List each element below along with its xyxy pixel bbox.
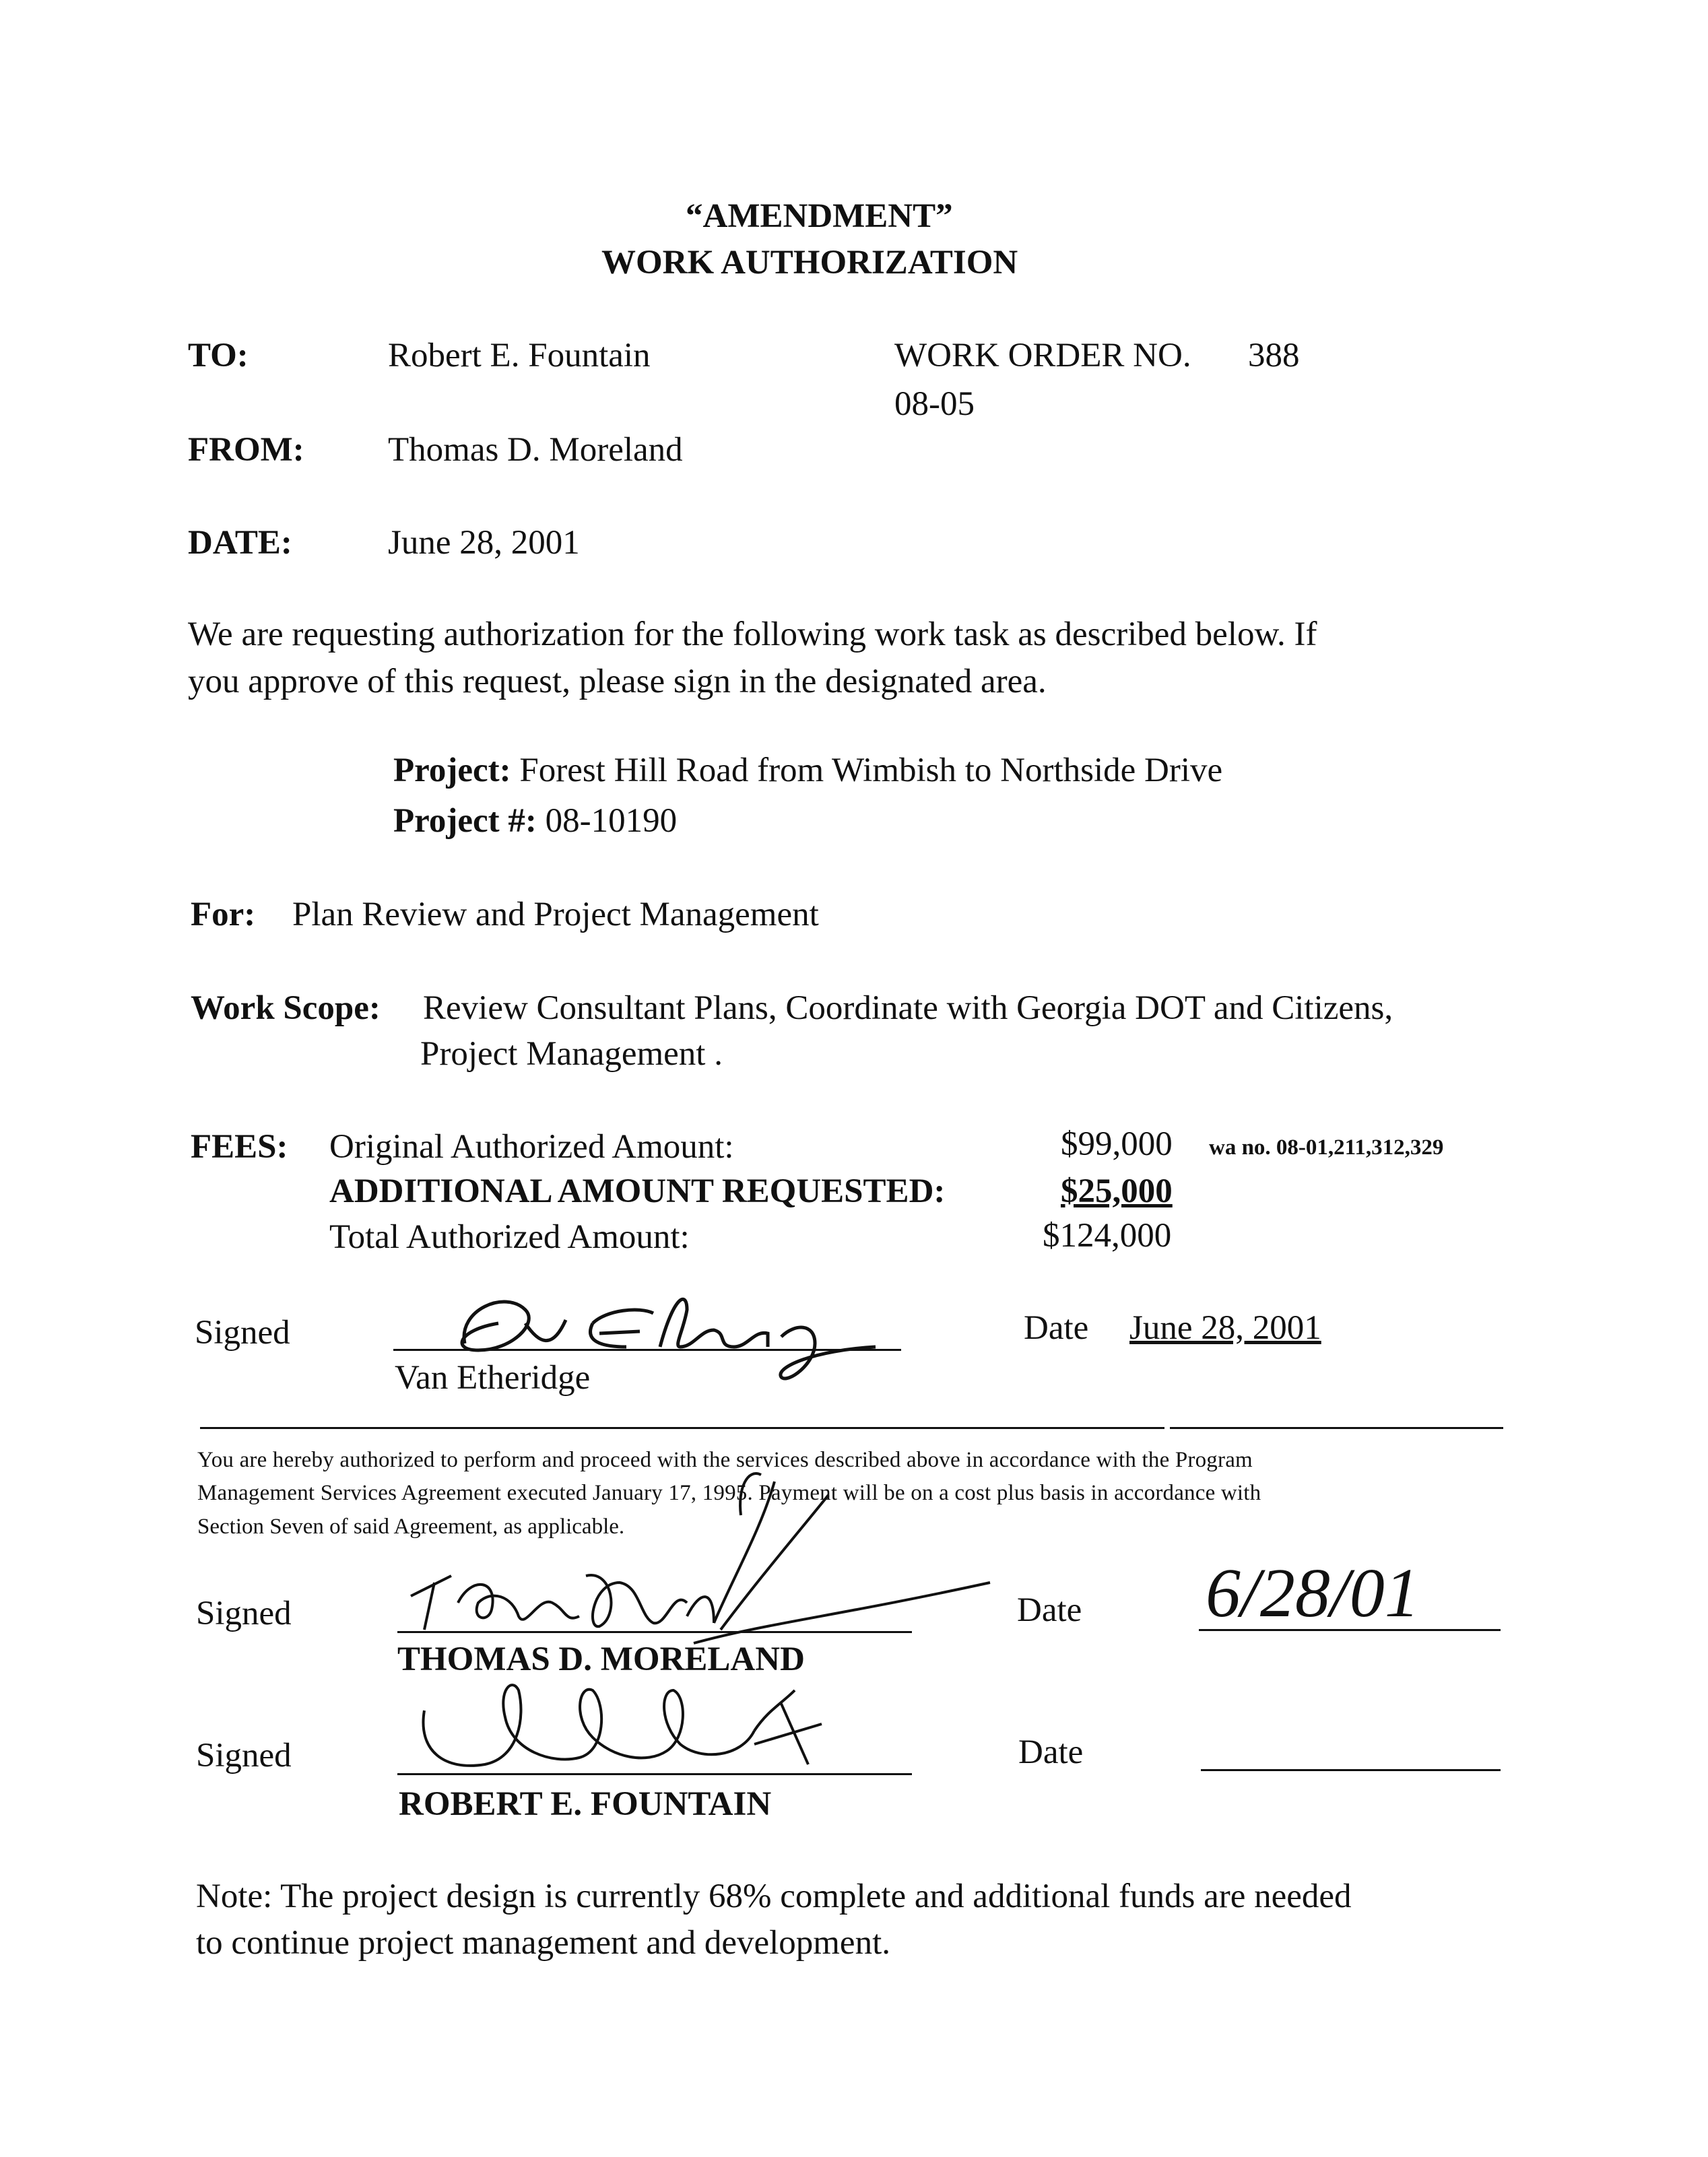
project-name-label: Project: xyxy=(393,752,511,789)
original-amount-note: wa no. 08-01,211,312,329 xyxy=(1209,1135,1444,1160)
intro-line-2: you approve of this request, please sign in the designated area. xyxy=(188,663,1047,700)
project-name-value: Forest Hill Road from Wimbish to Northside Drive xyxy=(519,752,1223,789)
date-label-2: Date xyxy=(1017,1591,1082,1629)
work-scope-line-1: Review Consultant Plans, Coordinate with Georgia DOT and Citizens, xyxy=(423,989,1393,1027)
to-label: TO: xyxy=(188,337,249,374)
original-amount-value: $99,000 xyxy=(1061,1125,1173,1163)
project-name-row xyxy=(393,751,1222,790)
note-line-2: to continue project management and development. xyxy=(196,1924,890,1962)
document-title-amendment: “AMENDMENT” xyxy=(686,197,953,235)
authorization-line-3: Section Seven of said Agreement, as applicable. xyxy=(197,1515,625,1539)
date-value: June 28, 2001 xyxy=(388,524,580,562)
moreland-date-handwriting xyxy=(1199,1542,1495,1630)
signer-name-3: ROBERT E. FOUNTAIN xyxy=(399,1785,772,1823)
to-value: Robert E. Fountain xyxy=(388,337,651,374)
project-number-value: 08-10190 xyxy=(545,802,678,840)
work-order-number: 388 xyxy=(1248,337,1300,374)
date-line-3 xyxy=(1201,1769,1501,1771)
signer-name-1: Van Etheridge xyxy=(395,1359,591,1397)
project-number-row xyxy=(393,801,677,840)
document-title: WORK AUTHORIZATION xyxy=(601,244,1018,281)
additional-amount-value: $25,000 xyxy=(1061,1172,1173,1210)
additional-amount-label: ADDITIONAL AMOUNT REQUESTED: xyxy=(329,1172,946,1210)
original-amount-label: Original Authorized Amount: xyxy=(329,1128,734,1166)
signer-name-2: THOMAS D. MORELAND xyxy=(397,1640,805,1678)
svg-text:6/28/01: 6/28/01 xyxy=(1206,1554,1420,1632)
signed-label-3: Signed xyxy=(196,1737,292,1774)
intro-line-1: We are requesting authorization for the following work task as described below. If xyxy=(188,616,1317,653)
date-label-1: Date xyxy=(1024,1309,1089,1347)
authorization-line-1: You are hereby authorized to perform and proceed with the services described above in accordance with the Program xyxy=(197,1448,1253,1472)
project-number-label: Project #: xyxy=(393,802,537,840)
date-label: DATE: xyxy=(188,524,292,562)
from-label: FROM: xyxy=(188,431,304,469)
work-order-label: WORK ORDER NO. xyxy=(894,337,1191,374)
fees-label: FEES: xyxy=(191,1128,288,1166)
date-value-1: June 28, 2001 xyxy=(1129,1309,1321,1347)
fountain-signature xyxy=(404,1663,835,1778)
work-order-sub: 08-05 xyxy=(894,385,975,423)
for-value: Plan Review and Project Management xyxy=(292,896,819,933)
date-label-3: Date xyxy=(1018,1733,1084,1771)
for-label: For: xyxy=(191,896,256,933)
signed-label-1: Signed xyxy=(195,1314,290,1352)
total-amount-label: Total Authorized Amount: xyxy=(329,1218,690,1256)
section-divider-right xyxy=(1170,1427,1503,1429)
authorization-line-2: Management Services Agreement executed January 17, 1995. Payment will be on a cost plus basis in accordance with xyxy=(197,1481,1261,1505)
from-value: Thomas D. Moreland xyxy=(388,431,683,469)
total-amount-value: $124,000 xyxy=(1043,1217,1172,1255)
signed-label-2: Signed xyxy=(196,1595,292,1632)
work-scope-line-2: Project Management . xyxy=(420,1035,723,1073)
note-line-1: Note: The project design is currently 68% complete and additional funds are needed xyxy=(196,1878,1352,1915)
work-scope-label: Work Scope: xyxy=(191,989,381,1027)
section-divider-left xyxy=(200,1427,1164,1429)
